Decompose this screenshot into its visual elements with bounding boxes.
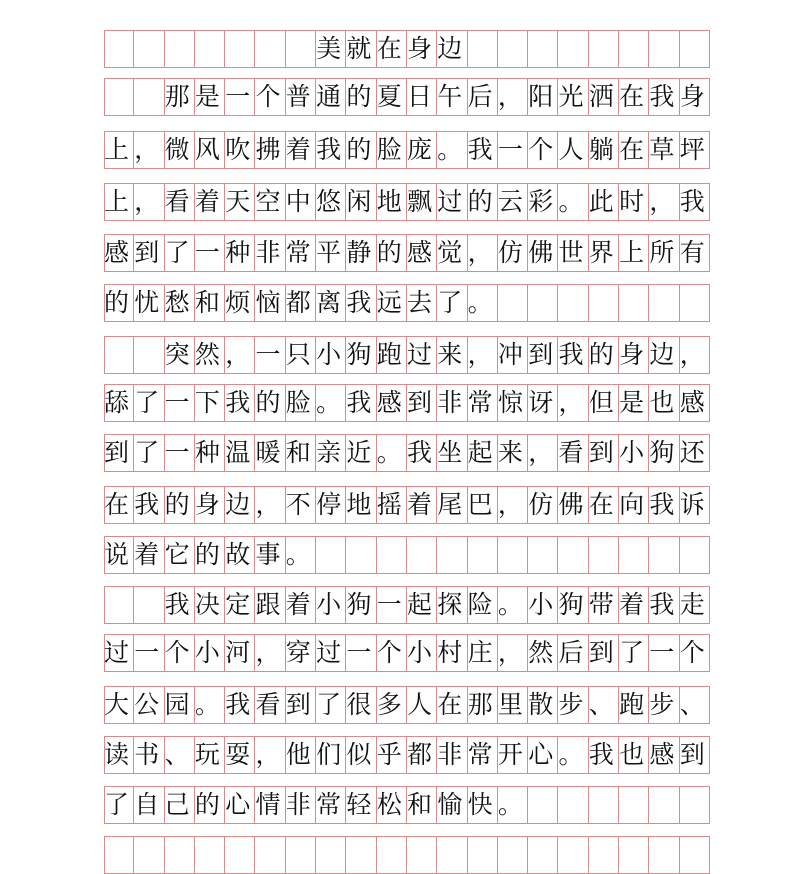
essay-line: 过一个小河，穿过一个小村庄，然后到了一个: [104, 638, 711, 667]
grid-row: [104, 284, 710, 322]
essay-line: 了自己的心情非常轻松和愉快。: [104, 790, 698, 819]
grid-row: [104, 183, 710, 221]
grid-row: [104, 536, 710, 574]
grid-row: [104, 384, 710, 422]
grid-cell: [437, 837, 467, 873]
essay-line: 舔了一下我的脸。我感到非常惊讶，但是也感: [104, 388, 711, 417]
grid-cell: [377, 837, 407, 873]
grid-row: [104, 486, 710, 524]
essay-line: 到了一种温暖和亲近。我坐起来，看到小狗还: [104, 438, 711, 467]
grid-cell: [498, 31, 528, 67]
grid-cell: [165, 31, 195, 67]
grid-cell: [649, 31, 679, 67]
grid-cell: [589, 31, 619, 67]
grid-row: [104, 336, 710, 374]
grid-cell: [286, 837, 316, 873]
grid-row: [104, 131, 710, 169]
grid-cell: [680, 31, 710, 67]
grid-row: [104, 736, 710, 774]
grid-cell: [165, 837, 195, 873]
grid-cell: [346, 837, 376, 873]
essay-line: 上，看着天空中悠闲地飘过的云彩。此时，我: [104, 187, 711, 216]
grid-cell: [255, 837, 285, 873]
grid-row: [104, 586, 710, 624]
essay-line: 上，微风吹拂着我的脸庞。我一个人躺在草坪: [104, 135, 711, 164]
grid-cell: [134, 31, 164, 67]
grid-cell: [134, 837, 164, 873]
essay-line: 的忧愁和烦恼都离我远去了。: [104, 288, 698, 317]
grid-cell: [255, 31, 285, 67]
grid-row: [104, 634, 710, 672]
grid-cell: [195, 31, 225, 67]
essay-line: 突然，一只小狗跑过来，冲到我的身边，: [104, 340, 711, 369]
grid-cell: [498, 837, 528, 873]
grid-cell: [316, 837, 346, 873]
grid-cell: [680, 837, 710, 873]
grid-cell: [104, 31, 134, 67]
grid-cell: [407, 837, 437, 873]
essay-line: 那是一个普通的夏日午后，阳光洒在我身: [104, 82, 711, 111]
grid-row: [104, 836, 710, 874]
grid-cell: [225, 31, 255, 67]
title-row: [104, 30, 710, 68]
grid-row: [104, 434, 710, 472]
essay-line: 感到了一种非常平静的感觉，仿佛世界上所有: [104, 238, 711, 267]
grid-row: [104, 686, 710, 724]
grid-cell: [589, 837, 619, 873]
essay-line: 大公园。我看到了很多人在那里散步、跑步、: [104, 690, 711, 719]
grid-cell: [528, 31, 558, 67]
grid-cell: [286, 31, 316, 67]
grid-cell: [558, 31, 588, 67]
grid-cell: [104, 837, 134, 873]
grid-row: [104, 234, 710, 272]
grid-row: [104, 78, 710, 116]
grid-row: [104, 786, 710, 824]
grid-cell: [225, 837, 255, 873]
grid-cell: [619, 31, 649, 67]
grid-cell: [195, 837, 225, 873]
grid-cell: [649, 837, 679, 873]
grid-cell: [468, 837, 498, 873]
essay-title: 美就在身边: [316, 34, 468, 63]
essay-line: 读书、玩耍，他们似乎都非常开心。我也感到: [104, 740, 711, 769]
grid-cell: [528, 837, 558, 873]
essay-line: 说着它的故事。: [104, 540, 698, 569]
grid-cell: [558, 837, 588, 873]
essay-line: 在我的身边，不停地摇着尾巴，仿佛在向我诉: [104, 490, 711, 519]
grid-cell: [619, 837, 649, 873]
essay-line: 我决定跟着小狗一起探险。小狗带着我走: [104, 590, 711, 619]
grid-cell: [468, 31, 498, 67]
